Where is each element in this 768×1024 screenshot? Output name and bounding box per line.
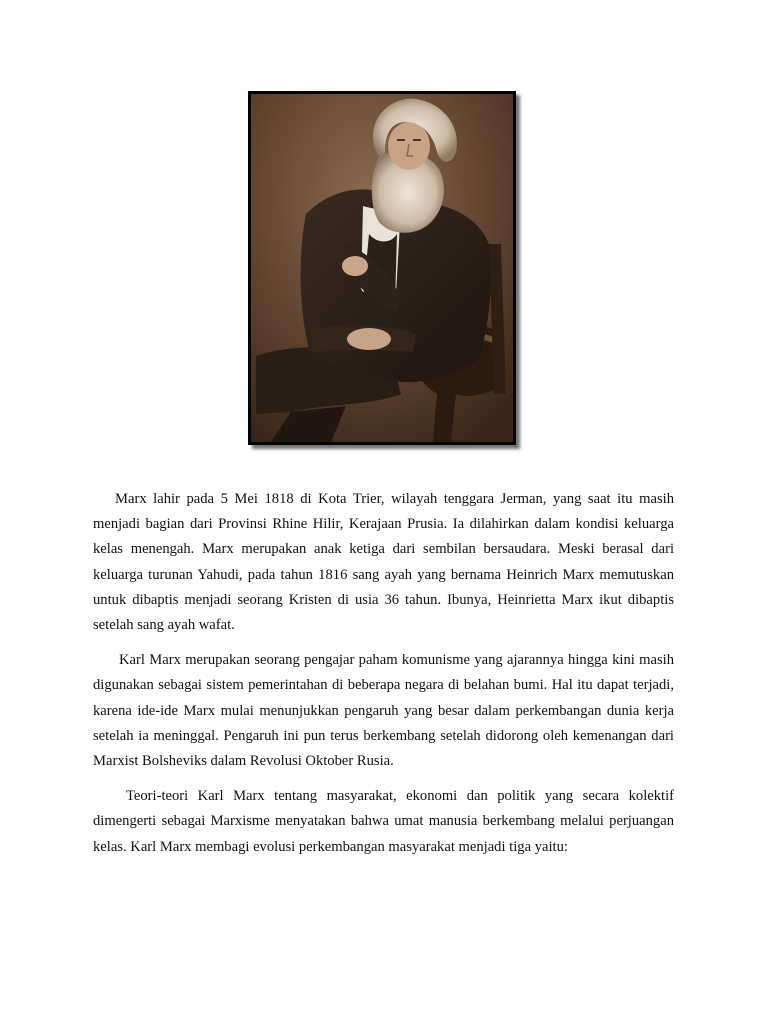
paragraph-influence: Karl Marx merupakan seorang pengajar paham komunisme yang ajarannya hingga kini masih digunakan sebagai sistem pemerintahan di beberapa negara di belahan bumi. Hal itu dapat terjadi, karena ide-ide Marx mulai menunjukkan pengaruh yang besar dalam perkembangan dunia kerja setelah ia meninggal. Pengaruh ini pun terus berkembang setelah didorong oleh kemenangan dari Marxist Bolsheviks dalam Revolusi Oktober Rusia. <box>93 652 674 770</box>
paragraph-biography: Marx lahir pada 5 Mei 1818 di Kota Trier, wilayah tenggara Jerman, yang saat itu masih menjadi bagian dari Provinsi Rhine Hilir, Kerajaan Prusia. Ia dilahirkan dalam kondisi keluarga kelas menengah. Marx merupakan anak ketiga dari sembilan bersaudara. Meski berasal dari keluarga turunan Yahudi, pada tahun 1816 sang ayah yang bernama Heinrich Marx memutuskan untuk dibaptis menjadi seorang Kristen di usia 36 tahun. Ibunya, Heinrietta Marx ikut dibaptis setelah sang ayah wafat. <box>93 491 674 634</box>
portrait-illustration <box>251 94 513 442</box>
document-body <box>93 487 674 860</box>
paragraph-theory: Teori-teori Karl Marx tentang masyarakat, ekonomi dan politik yang secara kolektif dimengerti sebagai Marxisme menyatakan bahwa umat manusia berkembang melalui perjuangan kelas. Karl Marx membagi evolusi perkembangan masyarakat menjadi tiga yaitu: <box>93 788 674 855</box>
portrait-photo <box>248 91 516 445</box>
